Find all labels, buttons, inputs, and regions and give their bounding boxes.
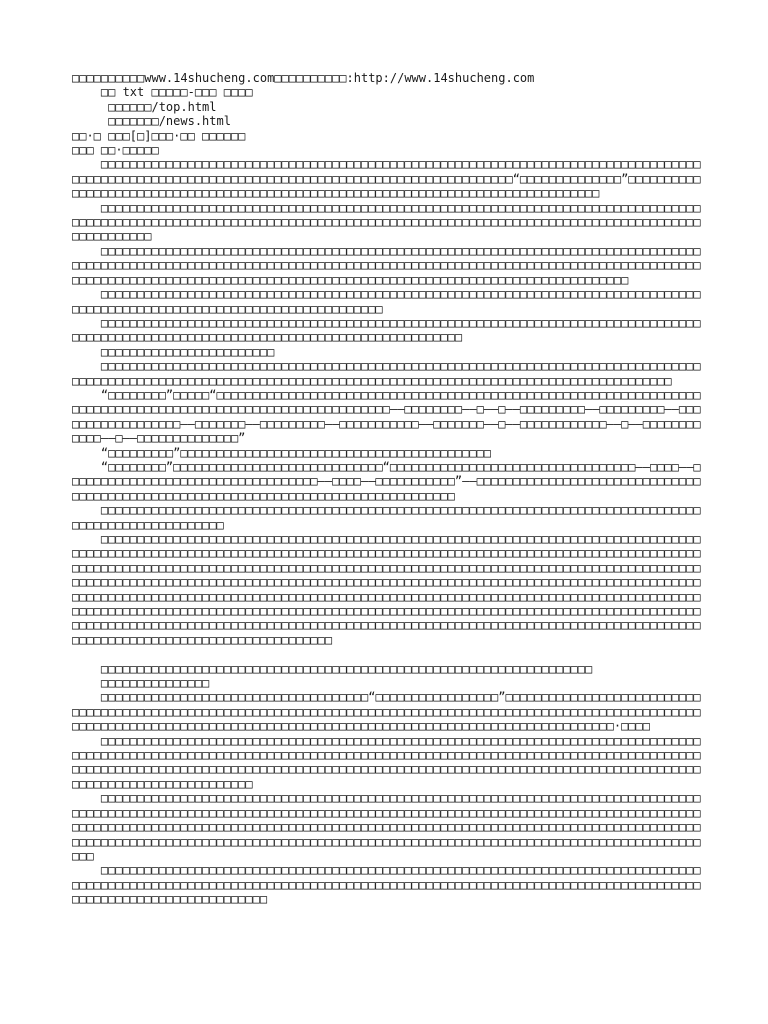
body-paragraph: □□□□□□□□□□□□□□□□□□□□□□□□□□□□□□□□□□□□□□□□□□□□□□□□□□□□□□□□□□□□□□□□□□□□□□□□□□□□□□□□□□□□□□□□□□□□□□□□□□□□□□□□□□□□□□□□□□□□□□□□□□□□□□□□□□□□□□□□□□□□□□□□□□□□□□□□□□□□□□□□□□□□□□□□□□□□□□□□□□□□□□□□□□□□□□□□□□□□□□□□□□□□□□□□□□□□□□□□□□□□□□□□□□□□□□□□□□□□□□□□□□□□□□□□□□□□□□□□□□□□□□□□□□□□□□□□□□□□□□□□□□ [72,733,701,791]
body-paragraph: □□□□□□□□□□□□□□□□□□□□□□□□ [72,344,275,359]
body-paragraph: □□□□□□□□□□□□□□□□□□□□□□□□□□□□□□□□□□□□□□□□□□□□□□□□□□□□□□□□□□□□□□□□□□□□□□□□□□□□□□□□□□□□□□□□□□□□□□□□□□□□□□□□□□□□□□□□□□□□□□□□□□□□□□□□□□□□□□□□□□□□□□□□“□□□□□□□□□□□□□□”□□□□□□□□□□□□□□□□□□□□□□□□□□□□□□□□□□□□□□□□□□□□□□□□□□□□□□□□□□□□□□□□□□□□□□□□□□□□□□□□□□□ [72,157,701,201]
body-paragraph: □□□□□□□□□□□□□□□□□□□□□□□□□□□□□□□□□□□□□□□□□□□□□□□□□□□□□□□□□□□□□□□□□□□□□□□□□□□□□□□□□□□□□□□□□□□□□□□□□□□□□□□□□□□□□□□□□□□□□□□□□□□□□□□□□□□□□□□□□□□□□□□□□□□□□□□□□□□□□□□□□□□□□□□□□□□□□□□□□□□□□□□□□□□□□□□□□□□□□ [72,863,701,907]
body-paragraph: “□□□□□□□□”□□□□□“□□□□□□□□□□□□□□□□□□□□□□□□□□□□□□□□□□□□□□□□□□□□□□□□□□□□□□□□□□□□□□□□□□□□□□□□□□□□□□□□□□□□□□□□□□□□□□□□□□□□□□□□□□□□□□□——□□□□□□□□——□——□——□□□□□□□□□——□□□□□□□□□——□□□□□□□□□□□□□□□□□□——□□□□□□□——□□□□□□□□□——□□□□□□□□□□□——□□□□□□□——□——□□□□□□□□□□□□——□——□□□□□□□□□□□□——□——□□□□□□□□□□□□□□” [72,387,701,446]
body-paragraph: □□□□□□□□□□□□□□□□□□□□□□□□□□□□□□□□□□□□□□□□□□□□□□□□□□□□□□□□□□□□□□□□□□□□□□□□□□□□□□□□□□□□□□□□□□□□□□□□□□□□□□□□□□□□□□□□□□□□□□□□□□□□□□□□□□□□□□□□□□□□□□□□□□□□□□□□□□□□□□□□□□□□□□ [72,359,701,388]
body-paragraph: “□□□□□□□□□”□□□□□□□□□□□□□□□□□□□□□□□□□□□□□□□□□□□□□□□□□□□ [72,445,492,460]
body-paragraph: □□□□□□□□□□□□□□□ [72,676,210,691]
header-line: □□□□□□□□□□www.14shucheng.com□□□□□□□□□□:http://www.14shucheng.com [72,71,535,85]
body-paragraph: □□□□□□□□□□□□□□□□□□□□□□□□□□□□□□□□□□□□□□□□□□□□□□□□□□□□□□□□□□□□□□□□□□□□□□□□□□□□□□□□□□□□□□□□□□□□□□□□□□□□□□□□□□□□□□□□□□□□□□□□□□□□□□□□□□□□□□□□□ [72,315,701,345]
header-line: □□□ □□·□□□□□ [72,143,159,158]
body-paragraph: □□□□□□□□□□□□□□□□□□□□□□□□□□□□□□□□□□□□□“□□□□□□□□□□□□□□□□□”□□□□□□□□□□□□□□□□□□□□□□□□□□□□□□□□□□□□□□□□□□□□□□□□□□□□□□□□□□□□□□□□□□□□□□□□□□□□□□□□□□□□□□□□□□□□□□□□□□□□□□□□□□□□□□□□□□□□□□□□□□□□□□□□□□□□□□□□□□□□□□□□□□□□□□□□□□□□□□□□□□□□□□□□□□□□□□□□□□□□□□□□□□□□□·□□□□ [72,690,701,734]
header-line: □□·□ □□□[□]□□□·□□ □□□□□□ [72,128,246,143]
paragraph-gap [72,647,706,661]
document-body [72,157,706,906]
header-line: □□ txt □□□□□-□□□ □□□□ [72,85,253,100]
header-line: □□□□□□□/news.html [72,114,231,129]
document-page [72,71,706,907]
body-paragraph: □□□□□□□□□□□□□□□□□□□□□□□□□□□□□□□□□□□□□□□□□□□□□□□□□□□□□□□□□□□□□□□□□□□□□□□□□□□□□□□□□□□□□□□□□□□□□□□□□□□□□□□□□□□□□□□□□□□□□□□□□□□□□□□□□□□□□□□□□□□□□□□□□□□□□□□□□□□□□□□□□□□□□□□□□□□□□□□□□□□□□□□□□□□□□□□□□□□□□□□□□□□□□□□□□□□□□□□□□□□□□□□□□□□□□□□□□□□□□□□□□□□□□□□□□□□□□□□□□□□□□□□□□□□□□□□□□□□□□□□□□□□□□□□□□□□□□□□□□□□□□□□□□□□□□□□□□□□□□□□□□□□□□□□□□□□□□□□□□□□□□□□□□□□ [72,791,701,863]
body-paragraph: □□□□□□□□□□□□□□□□□□□□□□□□□□□□□□□□□□□□□□□□□□□□□□□□□□□□□□□□□□□□□□□□□□□□□□□□□□□□□□□□□□□□□□□□□□□□□□□□□□□□□□□□□□□□□□□□□□□□□□□□□□□□□□□□□□□□□□□□□□□□□□□□□□□□□□□□□□□□□□□□□□□□□□□□□□□□□□□□□□□□□ [72,200,701,244]
body-paragraph: □□□□□□□□□□□□□□□□□□□□□□□□□□□□□□□□□□□□□□□□□□□□□□□□□□□□□□□□□□□□□□□□□□□□□□□□□□□□□□□□□□□□□□□□□□□□□□□□□□□□□□□□□□□□□□□□□□□□□□□□□□□□□□□□□□□□□□□□□□□□□□□□□□□□□□□□□□□□□□□□□□□□□□□□□□□□□□□□□□□□□□□□□□□□□□□□□□□□□□□□□□□□□□□□□□□□□□□□□□□□□□□□□□□□□□□□□□□□□□□□□□□□□□□ [72,243,701,287]
body-paragraph: □□□□□□□□□□□□□□□□□□□□□□□□□□□□□□□□□□□□□□□□□□□□□□□□□□□□□□□□□□□□□□□□□□□□ [72,661,593,676]
document-header [72,71,706,157]
body-paragraph: □□□□□□□□□□□□□□□□□□□□□□□□□□□□□□□□□□□□□□□□□□□□□□□□□□□□□□□□□□□□□□□□□□□□□□□□□□□□□□□□□□□□□□□□□□□□□□□□□□□□□□□□□□□□□□□□□□□□□□□□□□□□□□ [72,287,701,316]
body-paragraph: □□□□□□□□□□□□□□□□□□□□□□□□□□□□□□□□□□□□□□□□□□□□□□□□□□□□□□□□□□□□□□□□□□□□□□□□□□□□□□□□□□□□□□□□□□□□□□□□□□□□□□□□ [72,503,701,532]
body-paragraph: “□□□□□□□□”□□□□□□□□□□□□□□□□□□□□□□□□□□□□□“□□□□□□□□□□□□□□□□□□□□□□□□□□□□□□□□□□——□□□□——□□□□□□□□□□□□□□□□□□□□□□□□□□□□□□□□□□□——□□□□——□□□□□□□□□□□”——□□□□□□□□□□□□□□□□□□□□□□□□□□□□□□□□□□□□□□□□□□□□□□□□□□□□□□□□□□□□□□□□□□□□□□□□□□□□□□□□□□□□ [72,459,701,503]
body-paragraph: □□□□□□□□□□□□□□□□□□□□□□□□□□□□□□□□□□□□□□□□□□□□□□□□□□□□□□□□□□□□□□□□□□□□□□□□□□□□□□□□□□□□□□□□□□□□□□□□□□□□□□□□□□□□□□□□□□□□□□□□□□□□□□□□□□□□□□□□□□□□□□□□□□□□□□□□□□□□□□□□□□□□□□□□□□□□□□□□□□□□□□□□□□□□□□□□□□□□□□□□□□□□□□□□□□□□□□□□□□□□□□□□□□□□□□□□□□□□□□□□□□□□□□□□□□□□□□□□□□□□□□□□□□□□□□□□□□□□□□□□□□□□□□□□□□□□□□□□□□□□□□□□□□□□□□□□□□□□□□□□□□□□□□□□□□□□□□□□□□□□□□□□□□□□□□□□□□□□□□□□□□□□□□□□□□□□□□□□□□□□□□□□□□□□□□□□□□□□□□□□□□□□□□□□□□□□□□□□□□□□□□□□□□□□□□□□□□□□□□□□□□□□□□□□□□□□□□□□□□□□□□□□□□□□□□□□□□□□□□□□□□□□□□□□□□□□□□□□□□□□□□□□□□□□□□□□□□□□□□□□□□□□□□□□□□□□□□□□□□□□□□□□□□□□□□□□□□□□□□□□□□□□□□□□□□□□□□□□□□□□□□□□□□□□□□□□□□□□□□□□□□□□□□□□□□□□□□□□□□□□□□□□□□□□□□□□□□□□□□□□□ [72,532,701,647]
header-line: □□□□□□/top.html [72,99,217,114]
